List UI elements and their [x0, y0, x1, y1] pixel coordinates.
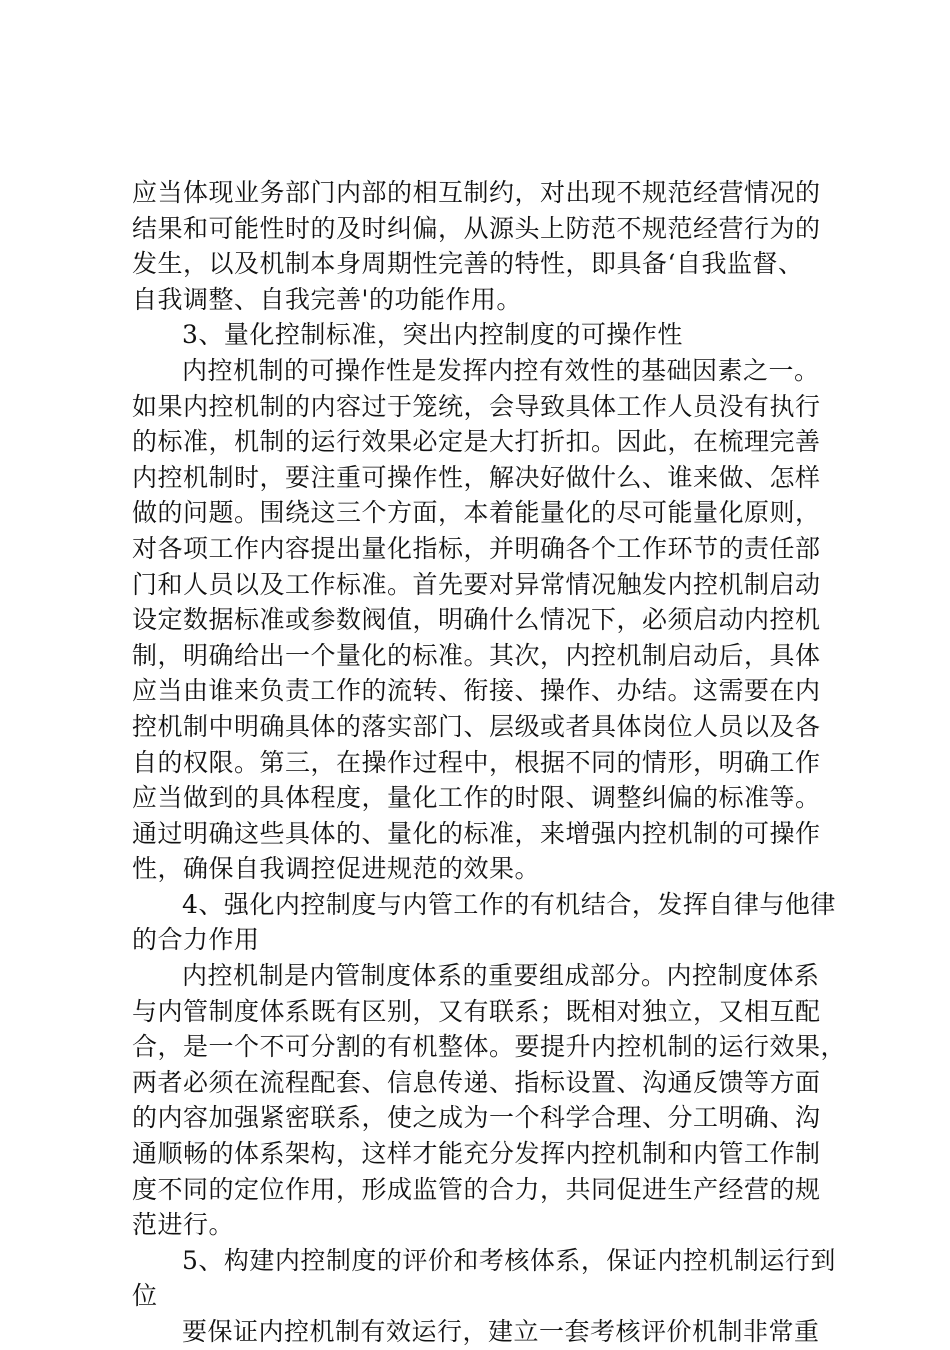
text-line: 制，明确给出一个量化的标准。其次，内控机制启动后，具体 [132, 640, 821, 670]
text-line: 通过明确这些具体的、量化的标准，来增强内控机制的可操作 [132, 818, 821, 848]
text-line: 内控机制是内管制度体系的重要组成部分。内控制度体系 [182, 961, 820, 991]
section-heading-3 [132, 317, 832, 353]
text-line: 内控机制的可操作性是发挥内控有效性的基础因素之一。 [182, 355, 820, 385]
text-line: 应当由谁来负责工作的流转、衔接、操作、办结。这需要在内 [132, 676, 821, 706]
text-line: 控机制中明确具体的落实部门、层级或者具体岗位人员以及各 [132, 711, 821, 741]
text-line: 的内容加强紧密联系，使之成为一个科学合理、分工明确、沟 [132, 1103, 821, 1133]
text-line: 如果内控机制的内容过于笼统，会导致具体工作人员没有执行 [132, 391, 821, 421]
text-line: 发生，以及机制本身周期性完善的特性，即具备‘自我监督、 [132, 249, 804, 279]
heading-text: 位 [132, 1281, 158, 1311]
text-line: 范进行。 [132, 1210, 235, 1240]
text-line: 要保证内控机制有效运行，建立一套考核评价机制非常重 [182, 1317, 820, 1346]
text-line: 门和人员以及工作标准。首先要对异常情况触发内控机制启动 [132, 569, 821, 599]
text-line: 对各项工作内容提出量化指标，并明确各个工作环节的责任部 [132, 533, 821, 563]
heading-text: 4、强化内控制度与内管工作的有机结合，发挥自律与他律 [182, 889, 836, 919]
text-line: 自我调整、自我完善'的功能作用。 [132, 284, 522, 314]
text-line: 通顺畅的体系架构，这样才能充分发挥内控机制和内管工作制 [132, 1139, 821, 1169]
paragraph-operability [132, 353, 832, 887]
heading-text: 3、量化控制标准，突出内控制度的可操作性 [182, 320, 683, 350]
text-line: 自的权限。第三，在操作过程中，根据不同的情形，明确工作 [132, 747, 821, 777]
document-page [132, 175, 847, 1350]
text-line: 做的问题。围绕这三个方面，本着能量化的尽可能量化原则， [132, 498, 821, 528]
paragraph-evaluation [132, 1314, 832, 1350]
section-heading-5 [132, 1243, 836, 1314]
text-line: 内控机制时，要注重可操作性，解决好做什么、谁来做、怎样 [132, 462, 821, 492]
text-line: 性，确保自我调控促进规范的效果。 [132, 854, 541, 884]
heading-text: 的合力作用 [132, 925, 260, 955]
text-line: 与内管制度体系既有区别，又有联系；既相对独立，又相互配 [132, 996, 821, 1026]
heading-text: 5、构建内控制度的评价和考核体系，保证内控机制运行到 [182, 1245, 836, 1275]
paragraph-integration [132, 958, 847, 1243]
section-heading-4 [132, 887, 836, 958]
text-line: 的标准，机制的运行效果必定是大打折扣。因此，在梳理完善 [132, 427, 821, 457]
text-line: 设定数据标准或参数阀值，明确什么情况下，必须启动内控机 [132, 605, 821, 635]
text-line: 两者必须在流程配套、信息传递、指标设置、沟通反馈等方面 [132, 1067, 821, 1097]
text-line: 合，是一个不可分割的有机整体。要提升内控机制的运行效果， [132, 1032, 847, 1062]
text-line: 度不同的定位作用，形成监管的合力，共同促进生产经营的规 [132, 1174, 821, 1204]
paragraph-continuation [132, 175, 832, 317]
text-line: 结果和可能性时的及时纠偏，从源头上防范不规范经营行为的 [132, 213, 821, 243]
text-line: 应当做到的具体程度，量化工作的时限、调整纠偏的标准等。 [132, 783, 821, 813]
text-line: 应当体现业务部门内部的相互制约，对出现不规范经营情况的 [132, 178, 821, 207]
